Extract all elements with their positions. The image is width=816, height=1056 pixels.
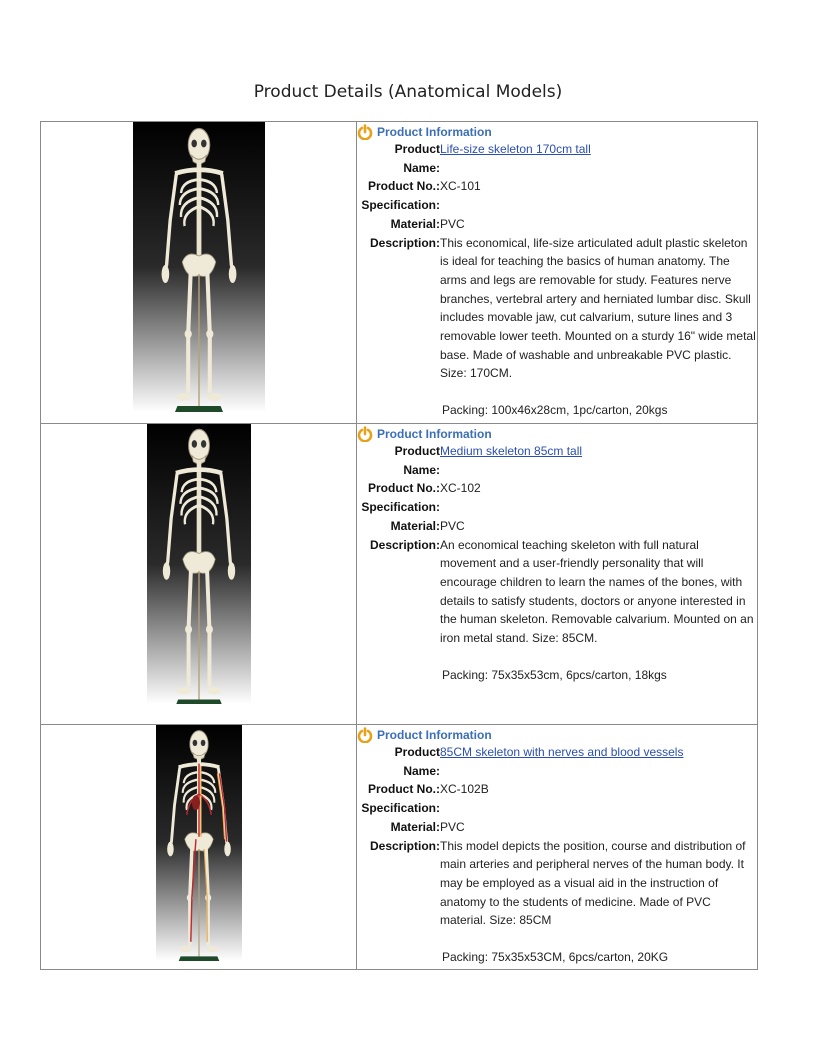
- product-no-label: Product No.:: [368, 782, 440, 797]
- description-value: This model depicts the position, course and distribution of main arteries and peripheral nerves of the human body. It may be employed as a visual aid in the instruction of anatomy to the students of medicine. Made of PVC material. Size: 85CM: [440, 838, 746, 928]
- product-info-cell: [357, 424, 758, 725]
- specification-value: [440, 498, 757, 517]
- product-no-label: Product No.:: [368, 179, 440, 194]
- product-name-label: Product: [394, 745, 440, 759]
- product-image-cell: [41, 424, 357, 725]
- page-title: Product Details (Anatomical Models): [253, 82, 563, 102]
- material-row: [357, 517, 757, 536]
- product-name-label: Product: [394, 142, 440, 156]
- product-name-label-cont: [357, 461, 757, 480]
- description-value: This economical, life-size articulated adult plastic skeleton is ideal for teaching the basics of human anatomy. The arms and legs are removable for study. Features nerve branches, vertebral artery and herniated lumbar disc. Skull includes movable jaw, cut calvarium, suture lines and 3 removable lower teeth. Mounted on a sturdy 16" wide metal base. Made of washable and unbreakable PVC plastic. Size: 170CM.: [440, 235, 756, 381]
- product-name-label: Product: [394, 444, 440, 458]
- power-icon: [357, 426, 373, 442]
- section-header: [357, 726, 757, 743]
- section-title: Product Information: [377, 124, 492, 139]
- specification-row: [357, 799, 757, 818]
- specification-value: [440, 196, 757, 215]
- product-image-cell: [41, 725, 357, 970]
- specification-label: Specification:: [361, 500, 440, 515]
- product-no-label: Product No.:: [368, 481, 440, 496]
- material-row: [357, 215, 757, 234]
- section-title: Product Information: [377, 426, 492, 441]
- packing-text: Packing: 75x35x53cm, 6pcs/carton, 18kgs: [442, 667, 667, 682]
- specification-row: [357, 498, 757, 517]
- skeleton-image: [156, 725, 242, 961]
- product-name-row: [357, 140, 757, 159]
- section-title: Product Information: [377, 727, 492, 742]
- product-row: [41, 122, 758, 424]
- product-info-cell: [357, 725, 758, 970]
- description-label: Description:: [369, 537, 440, 552]
- section-header: [357, 425, 757, 442]
- product-image-cell: [41, 122, 357, 424]
- product-name-link[interactable]: 85CM skeleton with nerves and blood vessels: [440, 745, 684, 759]
- description-row: [357, 837, 757, 931]
- power-icon: [357, 124, 373, 140]
- material-value: PVC: [440, 819, 465, 834]
- material-value: PVC: [440, 216, 465, 231]
- description-value: An economical teaching skeleton with full natural movement and a user-friendly personality that will encourage children to learn the names of the bones, with details to satisfy students, doctors or anyone interested in the human skeleton. Removable calvarium. Mounted on an iron metal stand. Size: 85CM.: [440, 537, 754, 646]
- product-name-label-cont: [357, 159, 757, 178]
- packing-text: Packing: 100x46x28cm, 1pc/carton, 20kgs: [442, 403, 668, 418]
- section-header: [357, 123, 757, 140]
- product-no-value: XC-102: [440, 481, 481, 496]
- product-name-label-2: Name:: [403, 763, 440, 778]
- description-label: Description:: [369, 838, 440, 853]
- description-label: Description:: [369, 235, 440, 250]
- product-no-value: XC-101: [440, 179, 481, 194]
- description-row: [357, 234, 757, 384]
- packing-text: Packing: 75x35x53CM, 6pcs/carton, 20KG: [442, 950, 669, 965]
- description-row: [357, 536, 757, 648]
- product-no-row: [357, 479, 757, 498]
- product-name-row: [357, 442, 757, 461]
- material-label: Material:: [390, 216, 440, 231]
- product-no-row: [357, 177, 757, 196]
- power-icon: [357, 727, 373, 743]
- material-label: Material:: [390, 819, 440, 834]
- specification-label: Specification:: [361, 198, 440, 213]
- specification-value: [440, 799, 757, 818]
- skeleton-image: [147, 424, 251, 704]
- product-row: [41, 424, 758, 725]
- product-no-value: XC-102B: [440, 782, 489, 797]
- product-name-row: [357, 743, 757, 762]
- product-no-row: [357, 780, 757, 799]
- material-row: [357, 818, 757, 837]
- product-name-label-cont: [357, 762, 757, 781]
- product-name-link[interactable]: Life-size skeleton 170cm tall: [440, 142, 591, 156]
- product-row: [41, 725, 758, 970]
- product-name-link[interactable]: Medium skeleton 85cm tall: [440, 444, 583, 458]
- specification-row: [357, 196, 757, 215]
- product-info-cell: [357, 122, 758, 424]
- material-value: PVC: [440, 518, 465, 533]
- product-name-label-2: Name:: [403, 160, 440, 175]
- material-label: Material:: [390, 518, 440, 533]
- specification-label: Specification:: [361, 801, 440, 816]
- product-table: [40, 121, 758, 970]
- product-name-label-2: Name:: [403, 462, 440, 477]
- skeleton-image: [133, 122, 265, 412]
